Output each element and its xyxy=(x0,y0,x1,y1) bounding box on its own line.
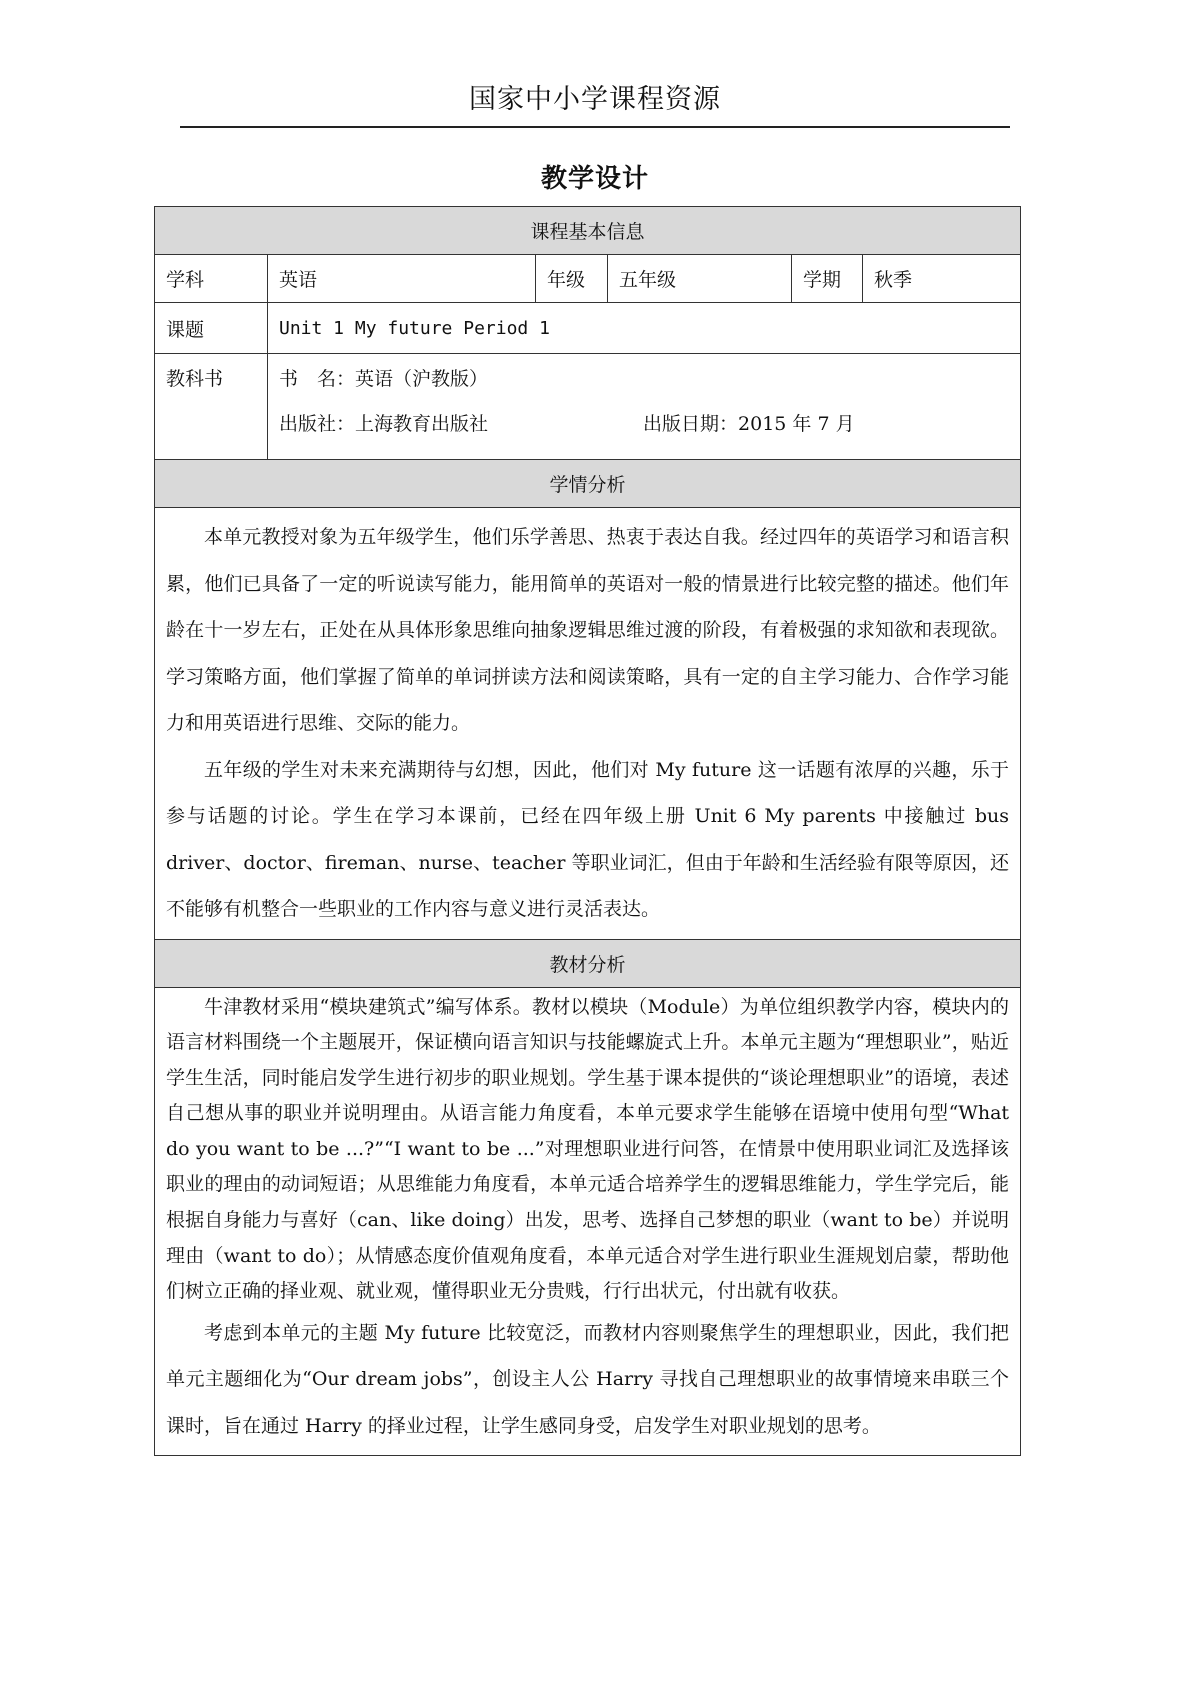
subject-value: 英语 xyxy=(268,255,536,303)
term-label: 学期 xyxy=(792,255,863,303)
learner-analysis-paragraph: 五年级的学生对未来充满期待与幻想，因此，他们对 My future 这一话题有浓厚的兴趣，乐于参与话题的讨论。学生在学习本课前，已经在四年级上册 Unit 6 My parents 中接触过 bus driver、doctor、fireman、nurse、teacher 等职业词汇，但由于年龄和生活经验有限等原因，还不能够有机整合一些职业的工作内容与意义进行灵活表达。 xyxy=(166,758,1010,920)
lesson-design-table xyxy=(154,206,1021,1456)
term-value: 秋季 xyxy=(863,255,1021,303)
textbook-label-text: 教科书 xyxy=(166,368,224,390)
publisher-line xyxy=(279,411,1009,437)
topic-value: Unit 1 My future Period 1 xyxy=(268,303,1021,354)
grade-label: 年级 xyxy=(536,255,608,303)
learner-analysis-paragraph: 本单元教授对象为五年级学生，他们乐学善思、热衷于表达自我。经过四年的英语学习和语言积累，他们已具备了一定的听说读写能力，能用简单的英语对一般的情景进行比较完整的描述。他们年龄在十一岁左右，正处在从具体形象思维向抽象逻辑思维过渡的阶段，有着极强的求知欲和表现欲。学习策略方面，他们掌握了简单的单词拼读方法和阅读策略，具有一定的自主学习能力、合作学习能力和用英语进行思维、交际的能力。 xyxy=(166,526,1010,734)
topic-label: 课题 xyxy=(155,303,268,354)
material-analysis-paragraph: 牛津教材采用“模块建筑式”编写体系。教材以模块（Module）为单位组织教学内容，模块内的语言材料围绕一个主题展开，保证横向语言知识与技能螺旋式上升。本单元主题为“理想职业”，贴近学生生活，同时能启发学生进行初步的职业规划。学生基于课本提供的“谈论理想职业”的语境，表述自己想从事的职业并说明理由。从语言能力角度看，本单元要求学生能够在语境中使用句型“What do you want to be ...?”“I want to be ...”对理想职业进行问答，在情景中使用职业词汇及选择该职业的理由的动词短语；从思维能力角度看，本单元适合培养学生的逻辑思维能力，学生学完后，能根据自身能力与喜好（can、like doing）出发，思考、选择自己梦想的职业（want to be）并说明理由（want to do）；从情感态度价值观角度看，本单元适合对学生进行职业生涯规划启蒙，帮助他们树立正确的择业观、就业观，懂得职业无分贵贱，行行出状元，付出就有收获。 xyxy=(166,995,1010,1303)
textbook-info xyxy=(268,354,1021,460)
section-header-basic-info: 课程基本信息 xyxy=(155,207,1021,255)
section-header-learner-analysis: 学情分析 xyxy=(155,460,1021,508)
publish-date: 出版日期：2015 年 7 月 xyxy=(643,413,855,435)
header-title: 国家中小学课程资源 xyxy=(469,84,721,115)
book-name: 书 名：英语（沪教版） xyxy=(279,368,489,390)
publisher: 出版社：上海教育出版社 xyxy=(279,413,489,435)
material-analysis-body xyxy=(155,987,1021,1456)
page-header xyxy=(180,82,1010,128)
material-analysis-paragraph: 考虑到本单元的主题 My future 比较宽泛，而教材内容则聚焦学生的理想职业，因此，我们把单元主题细化为“Our dream jobs”，创设主人公 Harry 寻找自己理想职业的故事情境来串联三个课时，旨在通过 Harry 的择业过程，让学生感同身受，启发学生对职业规划的思考。 xyxy=(166,1321,1010,1437)
document-title: 教学设计 xyxy=(540,164,649,194)
subject-label: 学科 xyxy=(155,255,268,303)
learner-analysis-body xyxy=(155,508,1021,940)
grade-value: 五年级 xyxy=(608,255,792,303)
textbook-label xyxy=(155,354,268,460)
section-header-material-analysis: 教材分析 xyxy=(155,939,1021,987)
